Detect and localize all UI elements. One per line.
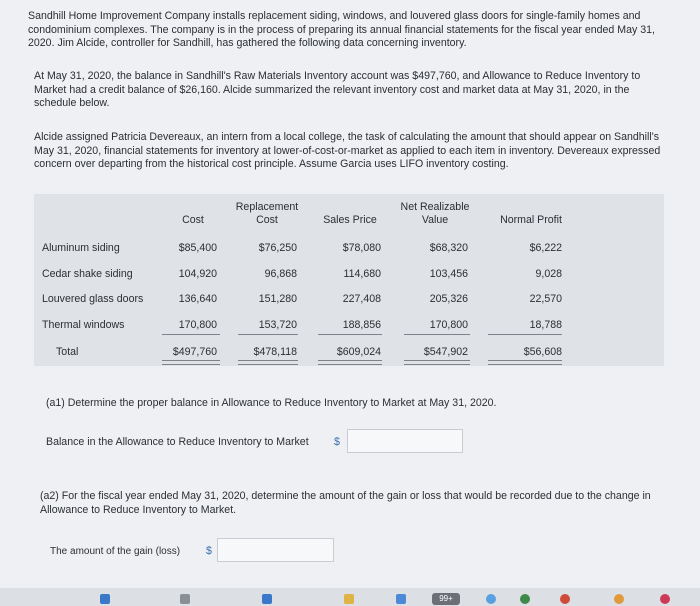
cell-nrv: 103,456: [429, 268, 468, 280]
app-icon[interactable]: [180, 594, 190, 604]
a2-field-label: The amount of the gain (loss): [50, 546, 181, 557]
subtotal-rule: [162, 334, 220, 335]
a1-field-label: Balance in the Allowance to Reduce Inventory to Market: [46, 436, 309, 448]
assignment-paragraph: Alcide assigned Patricia Devereaux, an intern from a local college, the task of calculating the amount that should appear on Sandhill's May 31, 2020, financial statements for inventory at lower-of-cost-or-market as applied to each item in inventory. Devereaux expressed concern over departing from the historical cost principle. Assume Garcia uses LIFO inventory costing.: [34, 131, 661, 171]
total-double-rule: [318, 360, 382, 365]
intro-paragraph: Sandhill Home Improvement Company installs replacement siding, windows, and louvered glass doors for single-family homes and condominium complexes. The company is in the process of preparing its annual financial statements for the fiscal year ended May 31, 2020. Jim Alcide, controller for Sandhill, has gathered the following data concerning inventory.: [28, 10, 655, 50]
cell-cost: 136,640: [178, 293, 217, 305]
total-double-rule: [404, 360, 470, 365]
row-label: Thermal windows: [42, 319, 125, 331]
cell-replacement: 153,720: [258, 319, 297, 331]
total-sales-price: $609,024: [336, 346, 381, 358]
question-a1: (a1) Determine the proper balance in Allowance to Reduce Inventory to Market at May 31, 2020.: [46, 397, 497, 409]
header-net-realizable-value: Net Realizable Value: [400, 201, 470, 226]
cell-replacement: 96,868: [264, 268, 297, 280]
cell-replacement: 151,280: [258, 293, 297, 305]
total-replacement: $478,118: [253, 346, 297, 358]
cell-nrv: $68,320: [429, 242, 468, 254]
cell-normal-profit: 18,788: [529, 319, 562, 331]
total-double-rule: [488, 360, 562, 365]
total-double-rule: [162, 360, 220, 365]
subtotal-rule: [404, 334, 470, 335]
subtotal-rule: [318, 334, 382, 335]
app-icon[interactable]: [520, 594, 530, 604]
app-icon[interactable]: [660, 594, 670, 604]
cell-sales-price: $78,080: [342, 242, 381, 254]
total-normal-profit: $56,608: [523, 346, 562, 358]
app-icon[interactable]: [560, 594, 570, 604]
cell-sales-price: 227,408: [342, 293, 381, 305]
cell-normal-profit: $6,222: [529, 242, 562, 254]
cell-nrv: 205,326: [429, 293, 468, 305]
subtotal-rule: [238, 334, 298, 335]
cell-cost: 170,800: [178, 319, 217, 331]
total-cost: $497,760: [172, 346, 217, 358]
app-icon[interactable]: [396, 594, 406, 604]
app-icon[interactable]: [344, 594, 354, 604]
inventory-schedule-table: [34, 194, 664, 366]
total-label: Total: [56, 346, 79, 358]
app-icon[interactable]: [100, 594, 110, 604]
notification-badge[interactable]: 99+: [432, 593, 460, 605]
cell-replacement: $76,250: [258, 242, 297, 254]
a2-currency-symbol: $: [206, 545, 212, 557]
app-icon[interactable]: [262, 594, 272, 604]
cell-nrv: 170,800: [429, 319, 468, 331]
cell-cost: $85,400: [178, 242, 217, 254]
total-nrv: $547,902: [423, 346, 468, 358]
header-replacement-cost: Replacement Cost: [235, 201, 299, 226]
row-label: Louvered glass doors: [42, 293, 144, 305]
header-normal-profit: Normal Profit: [500, 214, 562, 226]
a1-currency-symbol: $: [334, 436, 340, 448]
row-label: Aluminum siding: [42, 242, 120, 254]
cell-normal-profit: 22,570: [529, 293, 562, 305]
allowance-balance-input[interactable]: [347, 429, 463, 453]
header-cost: Cost: [182, 214, 204, 226]
total-double-rule: [238, 360, 298, 365]
question-a2: (a2) For the fiscal year ended May 31, 2020, determine the amount of the gain or loss that would be recorded due to the change in Allowance to Reduce Inventory to Market.: [40, 490, 651, 516]
header-sales-price: Sales Price: [323, 214, 377, 226]
cell-sales-price: 114,680: [343, 268, 381, 280]
subtotal-rule: [488, 334, 562, 335]
app-icon[interactable]: [486, 594, 496, 604]
cell-cost: 104,920: [178, 268, 217, 280]
inventory-balance-paragraph: At May 31, 2020, the balance in Sandhill's Raw Materials Inventory account was $497,760, and Allowance to Reduce Inventory to Market had a credit balance of $26,160. Alcide summarized the relevant inventory cost and market data at May 31, 2020, in the schedule below.: [34, 70, 641, 110]
app-icon[interactable]: [614, 594, 624, 604]
gain-loss-input[interactable]: [217, 538, 334, 562]
cell-sales-price: 188,856: [342, 319, 381, 331]
row-label: Cedar shake siding: [42, 268, 133, 280]
cell-normal-profit: 9,028: [535, 268, 562, 280]
